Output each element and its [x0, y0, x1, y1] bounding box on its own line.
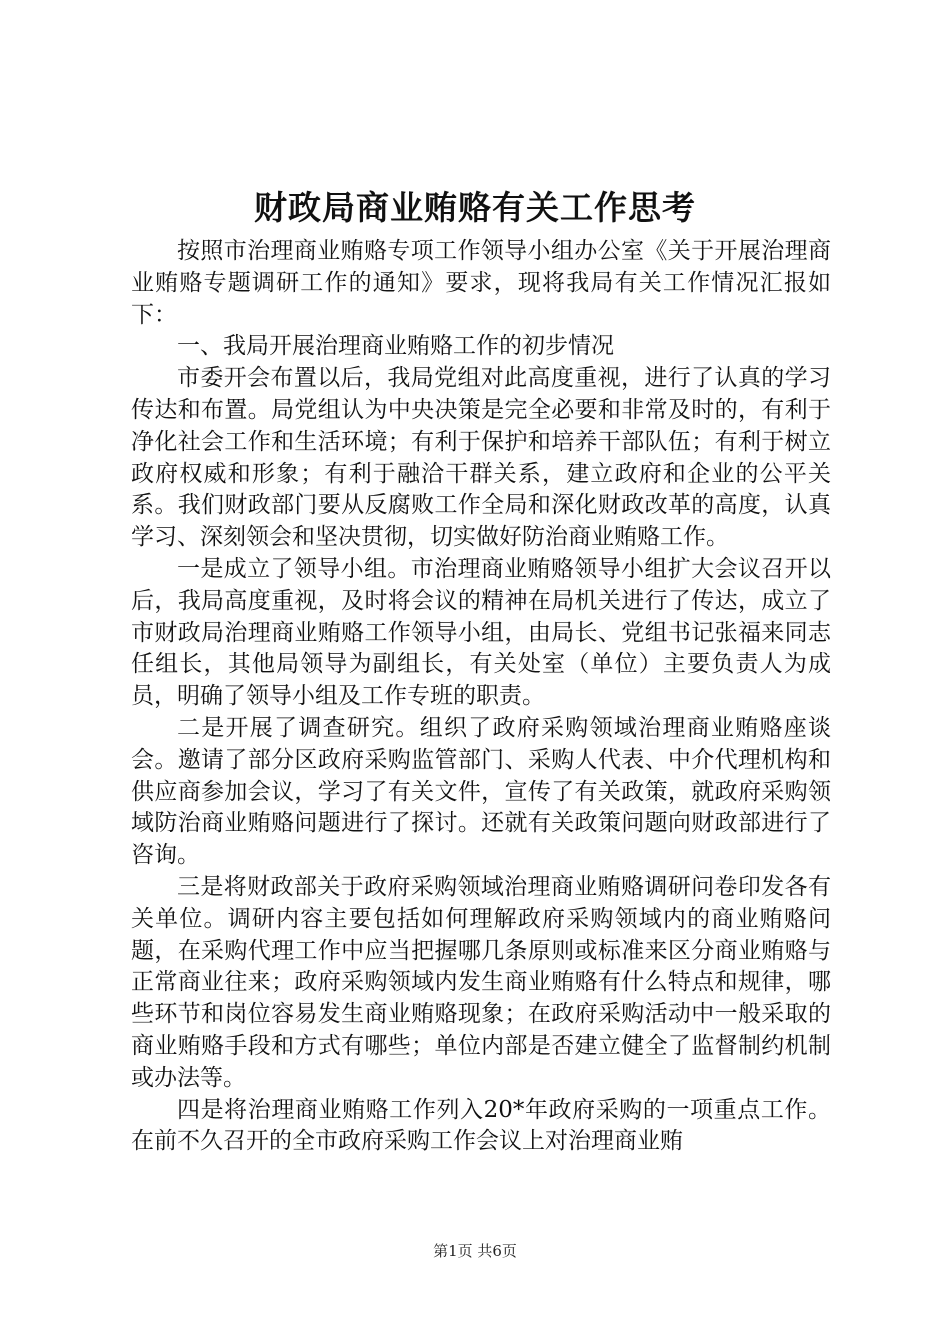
- intro-paragraph: 按照市治理商业贿赂专项工作领导小组办公室《关于开展治理商业贿赂专题调研工作的通知》要求，现将我局有关工作情况汇报如下：: [131, 238, 831, 328]
- document-body: [131, 236, 831, 1158]
- body-paragraph: 三是将财政部关于政府采购领域治理商业贿赂调研问卷印发各有关单位。调研内容主要包括如何理解政府采购领域内的商业贿赂问题，在采购代理工作中应当把握哪几条原则或标准来区分商业贿赂与正常商业往来；政府采购领域内发生商业贿赂有什么特点和规律，哪些环节和岗位容易发生商业贿赂现象；在政府采购活动中一般采取的商业贿赂手段和方式有哪些；单位内部是否建立健全了监督制约机制或办法等。: [131, 873, 831, 1091]
- document-title: 财政局商业贿赂有关工作思考: [254, 188, 696, 227]
- body-paragraph: 市委开会布置以后，我局党组对此高度重视，进行了认真的学习传达和布置。局党组认为中央决策是完全必要和非常及时的，有利于净化社会工作和生活环境；有利于保护和培养干部队伍；有利于树立政府权威和形象；有利于融洽干群关系，建立政府和企业的公平关系。我们财政部门要从反腐败工作全局和深化财政改革的高度，认真学习、深刻领会和坚决贯彻，切实做好防治商业贿赂工作。: [131, 365, 831, 551]
- section-heading: 一、我局开展治理商业贿赂工作的初步情况: [177, 333, 614, 360]
- body-paragraph: 四是将治理商业贿赂工作列入20*年政府采购的一项重点工作。在前不久召开的全市政府采购工作会议上对治理商业贿: [131, 1096, 831, 1155]
- page-number-footer: 第1页 共6页: [433, 1242, 517, 1260]
- body-paragraph: 二是开展了调查研究。组织了政府采购领域治理商业贿赂座谈会。邀请了部分区政府采购监管部门、采购人代表、中介代理机构和供应商参加会议，学习了有关文件，宣传了有关政策，就政府采购领域防治商业贿赂问题进行了探讨。还就有关政策问题向财政部进行了咨询。: [131, 714, 831, 869]
- body-paragraph: 一是成立了领导小组。市治理商业贿赂领导小组扩大会议召开以后，我局高度重视，及时将会议的精神在局机关进行了传达，成立了市财政局治理商业贿赂工作领导小组，由局长、党组书记张福来同志任组长，其他局领导为副组长，有关处室（单位）主要负责人为成员，明确了领导小组及工作专班的职责。: [131, 555, 831, 710]
